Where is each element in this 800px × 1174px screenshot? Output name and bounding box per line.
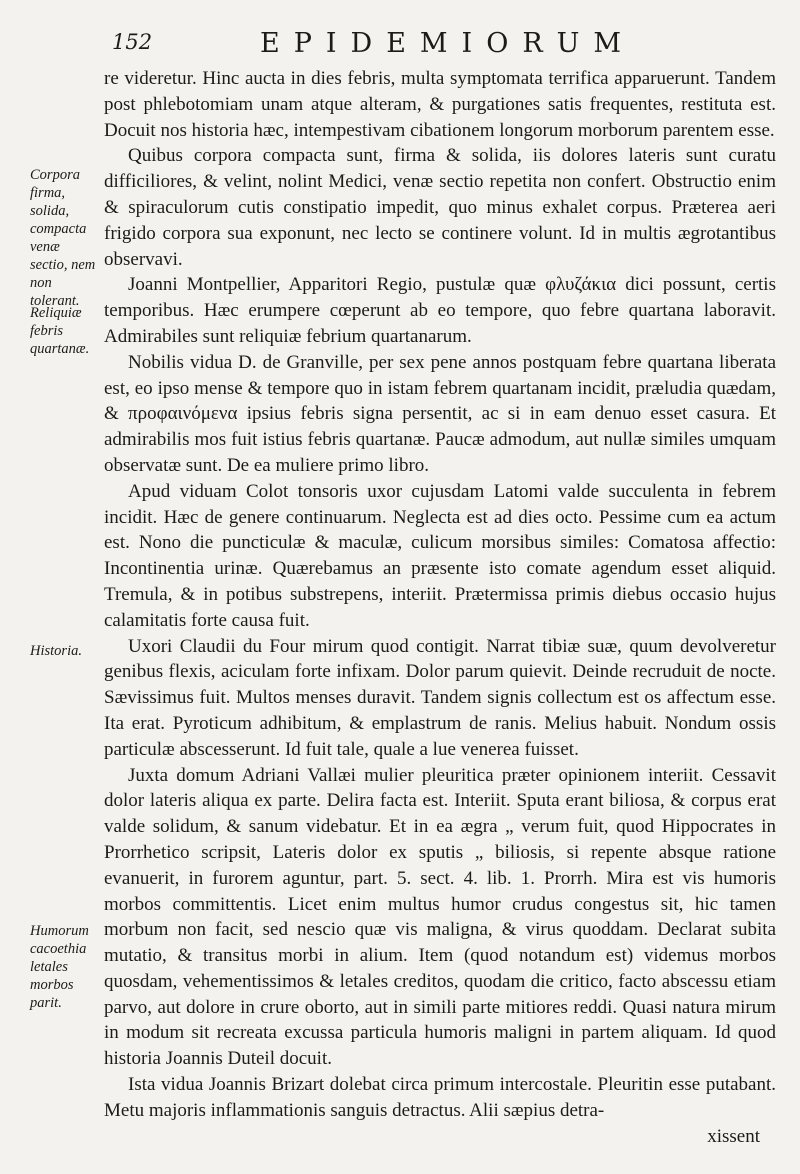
margin-note: Reliquiæ febris quartanæ. xyxy=(30,305,90,357)
body-text xyxy=(104,66,776,1124)
margin-note: Corpora firma, solida, compacta venæ sectio, nem non tolerant. xyxy=(30,167,96,309)
paragraph: Apud viduam Colot tonsoris uxor cujusdam Latomi valde succulenta in febrem incidit. Hæc de genere continuarum. Neglecta est ad dies octo. Pessime cum ea actum est. Nono die puncticulæ & maculæ, culicum morsibus similes: Comatosa affectio: Incontinentia urinæ. Quærebamus an præsente isto comate agendum esset aliquid. Tremula, & in potibus substrepens, interiit. Prætermissa primis diebus occasio hujus calamitatis forte causa fuit. xyxy=(104,480,776,631)
catchword: xissent xyxy=(707,1126,760,1147)
running-title: EPIDEMIORUM xyxy=(260,28,636,59)
paragraph: Joanni Montpellier, Apparitori Regio, pustulæ quæ φλυζάκια dici possunt, certis temporibus. Hæc erumpere cœperunt ab eo tempore, quo febre quartana laboravit. Admirabiles sunt reliquiæ febrium quartanarum. xyxy=(104,274,776,347)
page-number: 152 xyxy=(112,30,153,54)
page-header xyxy=(112,28,752,64)
paragraph: Nobilis vidua D. de Granville, per sex pene annos postquam febre quartana liberata est, eo ipso mense & tempore quo in istam febrem quartanam incidit, præludia quædam, & προφαινόμενα ipsius febris signa persentit, ac si in eam denuo esset casura. Et admirabilis mos fuit istius febris quartanæ. Paucæ admodum, aut nullæ similes umquam observatæ sunt. De ea muliere primo libro. xyxy=(104,351,776,476)
paragraph: re videretur. Hinc aucta in dies febris, multa symptomata terrifica apparuerunt. Tandem post phlebotomiam unam atque alteram, & purgationes satis frequentes, restituta est. Docuit nos historia hæc, intempestivam cibationem longorum morborum parentem esse. xyxy=(104,68,776,141)
paragraph: Uxori Claudii du Four mirum quod contigit. Narrat tibiæ suæ, quum devolveretur genibus flexis, aciculam forte infixam. Dolor parum quievit. Deinde recruduit de nocte. Sævissimus fuit. Multos menses duravit. Tandem signis collectum est os affectum esse. Ita erat. Pyroticum adhibitum, & emplastrum de ranis. Melius habuit. Nondum ossis particulæ abscesserunt. Id fuit tale, quale a lue venerea fuisset. xyxy=(104,635,776,760)
margin-note: Historia. xyxy=(30,643,82,659)
paragraph: Ista vidua Joannis Brizart dolebat circa primum intercostale. Pleuritin esse putabant. Metu majoris inflammationis sanguis detractus. Alii sæpius detra- xyxy=(104,1074,776,1121)
paragraph: Juxta domum Adriani Vallæi mulier pleuritica præter opinionem interiit. Cessavit dolor lateris aliqua ex parte. Delira facta est. Interiit. Sputa erant biliosa, & corpus erat valde solidum, & sanum videbatur. Et in ea ægra „ verum fuit, quod Hippocrates in Prorrhetico scripsit, Lateris dolor ex sputis „ biliosis, si repente absque ratione evanuerit, in furorem aguntur, part. 5. sect. 4. lib. 1. Prorrh. Mira est vis humoris morbos committentis. Licet enim multus humor crudus congestus sit, hic tamen morbum non facit, sed nescio quæ vis maligna, & virus quoddam. Declarat subita mutatio, & transitus morbi in alium. Item (quod notandum est) videmus morbos quosdam, vehementissimos & letales creditos, quodam die critico, facto abscessu etiam parvo, aut dolore in crure oborto, aut in simili parte mitiores reddi. Quasi natura mirum in modum sit recreata excussa particula humoris maligni in partem aliquam. Id quod historia Joannis Duteil docuit. xyxy=(104,764,776,1070)
margin-note: Humorum cacoethia letales morbos parit. xyxy=(30,923,89,1011)
paragraph: Quibus corpora compacta sunt, firma & solida, iis dolores lateris sunt curatu difficiliores, & velint, nolint Medici, venæ sectio repetita non confert. Obstructio enim & spiraculorum cutis constipatio impedit, quo minus exhalet corpus. Præterea aeri frigido corpora sua exponunt, nec lecto se continere volunt. Id in multis ægrotantibus observavi. xyxy=(104,145,776,270)
